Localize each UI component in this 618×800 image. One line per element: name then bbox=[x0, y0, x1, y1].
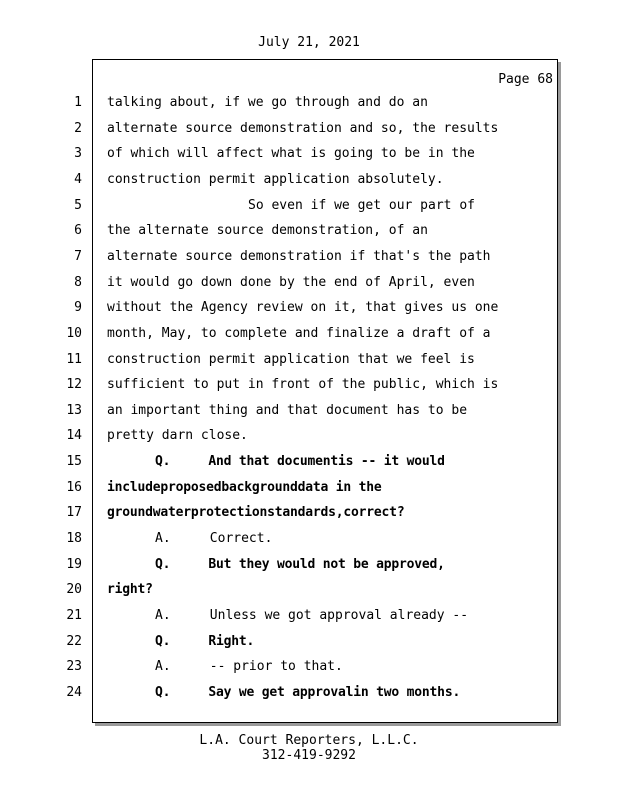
transcript-line-text: So even if we get our part of bbox=[248, 198, 475, 213]
transcript-line-text: construction permit application absolutely. bbox=[107, 172, 444, 187]
line-number: 24 bbox=[66, 685, 82, 700]
page-number-label: Page 68 bbox=[498, 72, 553, 87]
transcript-line-text: Q. Right. bbox=[155, 634, 255, 649]
line-number: 22 bbox=[66, 634, 82, 649]
footer-company: L.A. Court Reporters, L.L.C. bbox=[199, 733, 419, 748]
line-number: 21 bbox=[66, 608, 82, 623]
line-number: 19 bbox=[66, 557, 82, 572]
line-number: 1 bbox=[74, 95, 82, 110]
line-number: 23 bbox=[66, 659, 82, 674]
transcript-date: July 21, 2021 bbox=[258, 35, 360, 50]
transcript-line-text: Q. And that documentis -- it would bbox=[155, 454, 445, 469]
transcript-line-text: of which will affect what is going to be in the bbox=[107, 146, 475, 161]
transcript-line-text: right? bbox=[107, 582, 153, 597]
line-number: 17 bbox=[66, 505, 82, 520]
line-number: 2 bbox=[74, 121, 82, 136]
transcript-line-text: Q. Say we get approvalin two months. bbox=[155, 685, 461, 700]
transcript-line-text: it would go down done by the end of April, even bbox=[107, 275, 475, 290]
line-number: 5 bbox=[74, 198, 82, 213]
transcript-line-text: A. Unless we got approval already -- bbox=[155, 608, 469, 623]
transcript-line-text: the alternate source demonstration, of an bbox=[107, 223, 428, 238]
line-number: 7 bbox=[74, 249, 82, 264]
transcript-line-text: sufficient to put in front of the public, which is bbox=[107, 377, 499, 392]
footer-phone: 312-419-9292 bbox=[262, 748, 356, 763]
line-number: 20 bbox=[66, 582, 82, 597]
transcript-line-text: A. -- prior to that. bbox=[155, 659, 343, 674]
line-number: 11 bbox=[66, 352, 82, 367]
line-number: 6 bbox=[74, 223, 82, 238]
line-number: 3 bbox=[74, 146, 82, 161]
line-number: 18 bbox=[66, 531, 82, 546]
transcript-line-text: without the Agency review on it, that gives us one bbox=[107, 300, 499, 315]
line-number: 10 bbox=[66, 326, 82, 341]
transcript-line-text: month, May, to complete and finalize a draft of a bbox=[107, 326, 491, 341]
transcript-line-text: talking about, if we go through and do an bbox=[107, 95, 428, 110]
line-number: 12 bbox=[66, 377, 82, 392]
transcript-line-text: an important thing and that document has to be bbox=[107, 403, 468, 418]
line-number: 15 bbox=[66, 454, 82, 469]
transcript-line-text: alternate source demonstration and so, the results bbox=[107, 121, 499, 136]
transcript-line-text: alternate source demonstration if that's the path bbox=[107, 249, 491, 264]
line-number: 4 bbox=[74, 172, 82, 187]
line-number: 16 bbox=[66, 480, 82, 495]
transcript-line-text: pretty darn close. bbox=[107, 428, 248, 443]
transcript-line-text: Q. But they would not be approved, bbox=[155, 557, 445, 572]
line-number: 9 bbox=[74, 300, 82, 315]
line-number: 14 bbox=[66, 428, 82, 443]
transcript-line-text: construction permit application that we feel is bbox=[107, 352, 475, 367]
transcript-line-text: A. Correct. bbox=[155, 531, 273, 546]
line-number: 8 bbox=[74, 275, 82, 290]
transcript-line-text: groundwaterprotectionstandards,correct? bbox=[107, 505, 405, 520]
line-number: 13 bbox=[66, 403, 82, 418]
transcript-line-text: includeproposedbackgrounddata in the bbox=[107, 480, 382, 495]
